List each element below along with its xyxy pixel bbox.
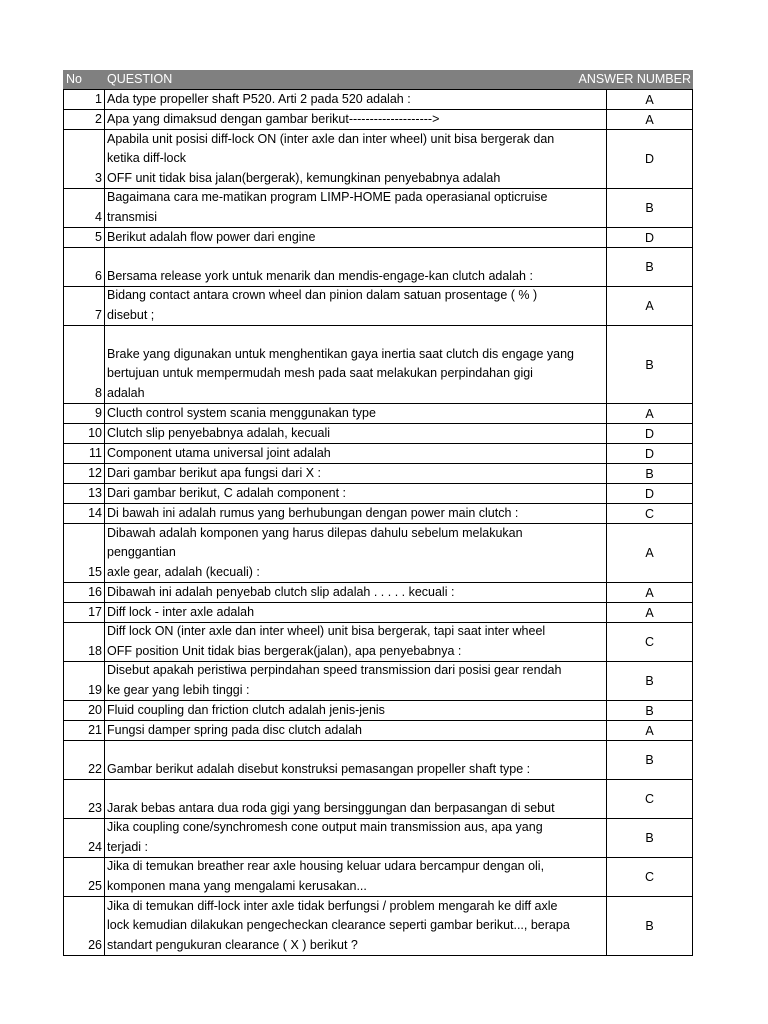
question-cell[interactable]: Jarak bebas antara dua roda gigi yang bersinggungan dan berpasangan di sebut <box>105 780 607 818</box>
table-row <box>63 90 693 110</box>
row-number-cell[interactable]: 12 <box>63 464 105 483</box>
question-cell[interactable]: Apabila unit posisi diff-lock ON (inter axle dan inter wheel) unit bisa bergerak dan ketika diff-lock OFF unit tidak bisa jalan(bergerak), kemungkinan penyebabnya adalah <box>105 130 607 188</box>
table-row <box>63 228 693 248</box>
answer-cell[interactable]: C <box>607 504 693 523</box>
answer-cell[interactable]: D <box>607 424 693 443</box>
answer-cell[interactable]: D <box>607 484 693 503</box>
table-row <box>63 741 693 780</box>
row-number-cell[interactable]: 8 <box>63 326 105 403</box>
row-number-cell[interactable]: 11 <box>63 444 105 463</box>
row-number-cell[interactable]: 1 <box>63 90 105 109</box>
table-row <box>63 287 693 326</box>
answer-cell[interactable]: B <box>607 464 693 483</box>
question-cell[interactable]: Apa yang dimaksud dengan gambar berikut--------------------> <box>105 110 607 129</box>
answer-cell[interactable]: B <box>607 248 693 286</box>
row-number-cell[interactable]: 26 <box>63 897 105 955</box>
row-number-cell[interactable]: 24 <box>63 819 105 857</box>
question-cell[interactable]: Dibawah ini adalah penyebab clutch slip adalah . . . . . kecuali : <box>105 583 607 602</box>
question-cell[interactable]: Gambar berikut adalah disebut konstruksi pemasangan propeller shaft type : <box>105 741 607 779</box>
row-number-cell[interactable]: 7 <box>63 287 105 325</box>
row-number-cell[interactable]: 4 <box>63 189 105 227</box>
answer-cell[interactable]: B <box>607 741 693 779</box>
answer-cell[interactable]: A <box>607 603 693 622</box>
answer-cell[interactable]: B <box>607 662 693 700</box>
table-row <box>63 721 693 741</box>
question-cell[interactable]: Jika di temukan breather rear axle housing keluar udara bercampur dengan oli, komponen mana yang mengalami kerusakan... <box>105 858 607 896</box>
row-number-cell[interactable]: 15 <box>63 524 105 582</box>
answer-cell[interactable]: B <box>607 326 693 403</box>
question-cell[interactable]: Bidang contact antara crown wheel dan pinion dalam satuan prosentage ( % ) disebut ; <box>105 287 607 325</box>
question-cell[interactable]: Diff lock - inter axle adalah <box>105 603 607 622</box>
header-answer-number[interactable]: ANSWER NUMBER <box>578 72 691 86</box>
header-no[interactable]: No <box>66 72 82 86</box>
question-cell[interactable]: Ada type propeller shaft P520. Arti 2 pada 520 adalah : <box>105 90 607 109</box>
answer-cell[interactable]: C <box>607 780 693 818</box>
answer-cell[interactable]: C <box>607 623 693 661</box>
row-number-cell[interactable]: 19 <box>63 662 105 700</box>
table-row <box>63 189 693 228</box>
table-row <box>63 110 693 130</box>
table-row <box>63 662 693 701</box>
table-row <box>63 484 693 504</box>
answer-cell[interactable]: D <box>607 444 693 463</box>
row-number-cell[interactable]: 10 <box>63 424 105 443</box>
table-row <box>63 819 693 858</box>
table-row <box>63 130 693 189</box>
question-cell[interactable]: Berikut adalah flow power dari engine <box>105 228 607 247</box>
header-question[interactable]: QUESTION <box>107 72 173 86</box>
answer-cell[interactable]: A <box>607 287 693 325</box>
row-number-cell[interactable]: 13 <box>63 484 105 503</box>
question-cell[interactable]: Fungsi damper spring pada disc clutch adalah <box>105 721 607 740</box>
question-cell[interactable]: Brake yang digunakan untuk menghentikan gaya inertia saat clutch dis engage yang bertujuan untuk mempermudah mesh pada saat melakukan perpindahan gigi adalah <box>105 326 607 403</box>
row-number-cell[interactable]: 21 <box>63 721 105 740</box>
table-row <box>63 603 693 623</box>
answer-cell[interactable]: A <box>607 721 693 740</box>
answer-cell[interactable]: B <box>607 189 693 227</box>
question-cell[interactable]: Fluid coupling dan friction clutch adalah jenis-jenis <box>105 701 607 720</box>
table-row <box>63 464 693 484</box>
answer-cell[interactable]: A <box>607 583 693 602</box>
row-number-cell[interactable]: 9 <box>63 404 105 423</box>
table-row <box>63 623 693 662</box>
row-number-cell[interactable]: 25 <box>63 858 105 896</box>
row-number-cell[interactable]: 20 <box>63 701 105 720</box>
row-number-cell[interactable]: 17 <box>63 603 105 622</box>
question-cell[interactable]: Component utama universal joint adalah <box>105 444 607 463</box>
table-header <box>63 70 693 90</box>
row-number-cell[interactable]: 2 <box>63 110 105 129</box>
row-number-cell[interactable]: 22 <box>63 741 105 779</box>
row-number-cell[interactable]: 18 <box>63 623 105 661</box>
answer-cell[interactable]: A <box>607 110 693 129</box>
row-number-cell[interactable]: 23 <box>63 780 105 818</box>
row-number-cell[interactable]: 14 <box>63 504 105 523</box>
table-row <box>63 583 693 603</box>
answer-cell[interactable]: D <box>607 130 693 188</box>
row-number-cell[interactable]: 6 <box>63 248 105 286</box>
question-cell[interactable]: Dibawah adalah komponen yang harus dilepas dahulu sebelum melakukan penggantian axle gear, adalah (kecuali) : <box>105 524 607 582</box>
question-cell[interactable]: Clutch slip penyebabnya adalah, kecuali <box>105 424 607 443</box>
table-row <box>63 444 693 464</box>
table-row <box>63 780 693 819</box>
spreadsheet-table <box>63 70 693 956</box>
question-cell[interactable]: Bagaimana cara me-matikan program LIMP-HOME pada operasianal opticruise transmisi <box>105 189 607 227</box>
question-cell[interactable]: Disebut apakah peristiwa perpindahan speed transmission dari posisi gear rendah ke gear yang lebih tinggi : <box>105 662 607 700</box>
table-row <box>63 504 693 524</box>
table-body <box>63 90 693 956</box>
answer-cell[interactable]: A <box>607 90 693 109</box>
question-cell[interactable]: Bersama release york untuk menarik dan mendis-engage-kan clutch adalah : <box>105 248 607 286</box>
row-number-cell[interactable]: 3 <box>63 130 105 188</box>
answer-cell[interactable]: B <box>607 897 693 955</box>
row-number-cell[interactable]: 5 <box>63 228 105 247</box>
answer-cell[interactable]: B <box>607 701 693 720</box>
question-cell[interactable]: Di bawah ini adalah rumus yang berhubungan dengan power main clutch : <box>105 504 607 523</box>
table-row <box>63 858 693 897</box>
answer-cell[interactable]: B <box>607 819 693 857</box>
table-row <box>63 424 693 444</box>
answer-cell[interactable]: A <box>607 524 693 582</box>
table-row <box>63 404 693 424</box>
table-row <box>63 326 693 404</box>
question-cell[interactable]: Jika coupling cone/synchromesh cone output main transmission aus, apa yang terjadi : <box>105 819 607 857</box>
answer-cell[interactable]: A <box>607 404 693 423</box>
table-row <box>63 897 693 956</box>
answer-cell[interactable]: C <box>607 858 693 896</box>
answer-cell[interactable]: D <box>607 228 693 247</box>
question-cell[interactable]: Dari gambar berikut apa fungsi dari X : <box>105 464 607 483</box>
table-row <box>63 701 693 721</box>
table-row <box>63 248 693 287</box>
row-number-cell[interactable]: 16 <box>63 583 105 602</box>
table-row <box>63 524 693 583</box>
question-cell[interactable]: Dari gambar berikut, C adalah component : <box>105 484 607 503</box>
question-cell[interactable]: Diff lock ON (inter axle dan inter wheel) unit bisa bergerak, tapi saat inter wheel OFF position Unit tidak bias bergerak(jalan), apa penyebabnya : <box>105 623 607 661</box>
question-cell[interactable]: Jika di temukan diff-lock inter axle tidak berfungsi / problem mengarah ke diff axle lock kemudian dilakukan pengecheckan clearance seperti gambar berikut..., berapa standart pengukuran clearance ( X ) berikut ? <box>105 897 607 955</box>
question-cell[interactable]: Clucth control system scania menggunakan type <box>105 404 607 423</box>
